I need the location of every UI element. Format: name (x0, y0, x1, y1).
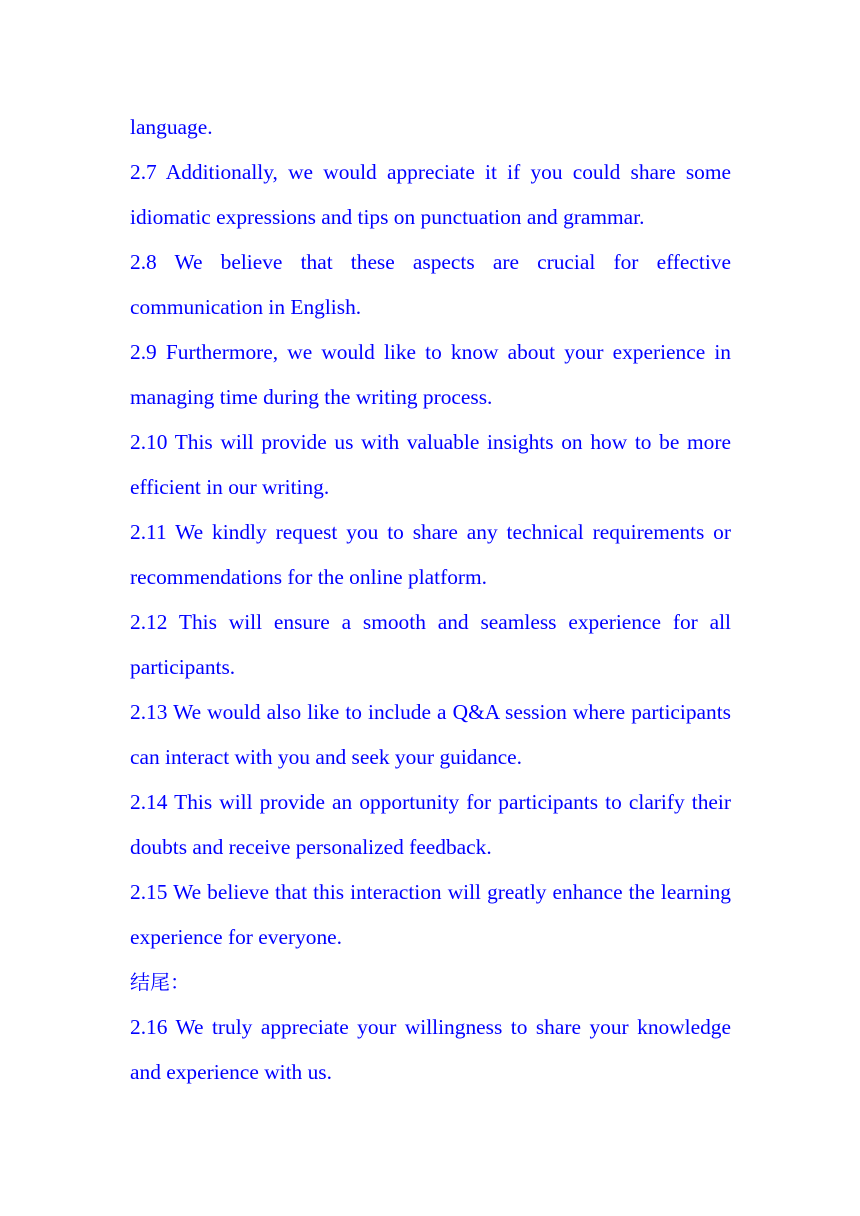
paragraph-2-11: 2.11 We kindly request you to share any technical requirements or recommendations for the online platform. (130, 520, 731, 589)
paragraph-2-7: 2.7 Additionally, we would appreciate it if you could share some idiomatic expressions and tips on punctuation and grammar. (130, 160, 731, 229)
paragraph-2-15: 2.15 We believe that this interaction will greatly enhance the learning experience for everyone. (130, 880, 731, 949)
paragraph-2-14: 2.14 This will provide an opportunity for participants to clarify their doubts and receive personalized feedback. (130, 790, 731, 859)
paragraph-2-13: 2.13 We would also like to include a Q&A session where participants can interact with you and seek your guidance. (130, 700, 731, 769)
paragraph-2-10: 2.10 This will provide us with valuable insights on how to be more efficient in our writing. (130, 430, 731, 499)
paragraph-2-8: 2.8 We believe that these aspects are crucial for effective communication in English. (130, 250, 731, 319)
document-page (130, 105, 731, 1095)
paragraph-continuation: language. (130, 115, 213, 139)
section-heading-closing: 结尾： (130, 970, 190, 994)
paragraph-2-16: 2.16 We truly appreciate your willingness to share your knowledge and experience with us. (130, 1015, 731, 1084)
paragraph-2-9: 2.9 Furthermore, we would like to know about your experience in managing time during the writing process. (130, 340, 731, 409)
paragraph-2-12: 2.12 This will ensure a smooth and seamless experience for all participants. (130, 610, 731, 679)
